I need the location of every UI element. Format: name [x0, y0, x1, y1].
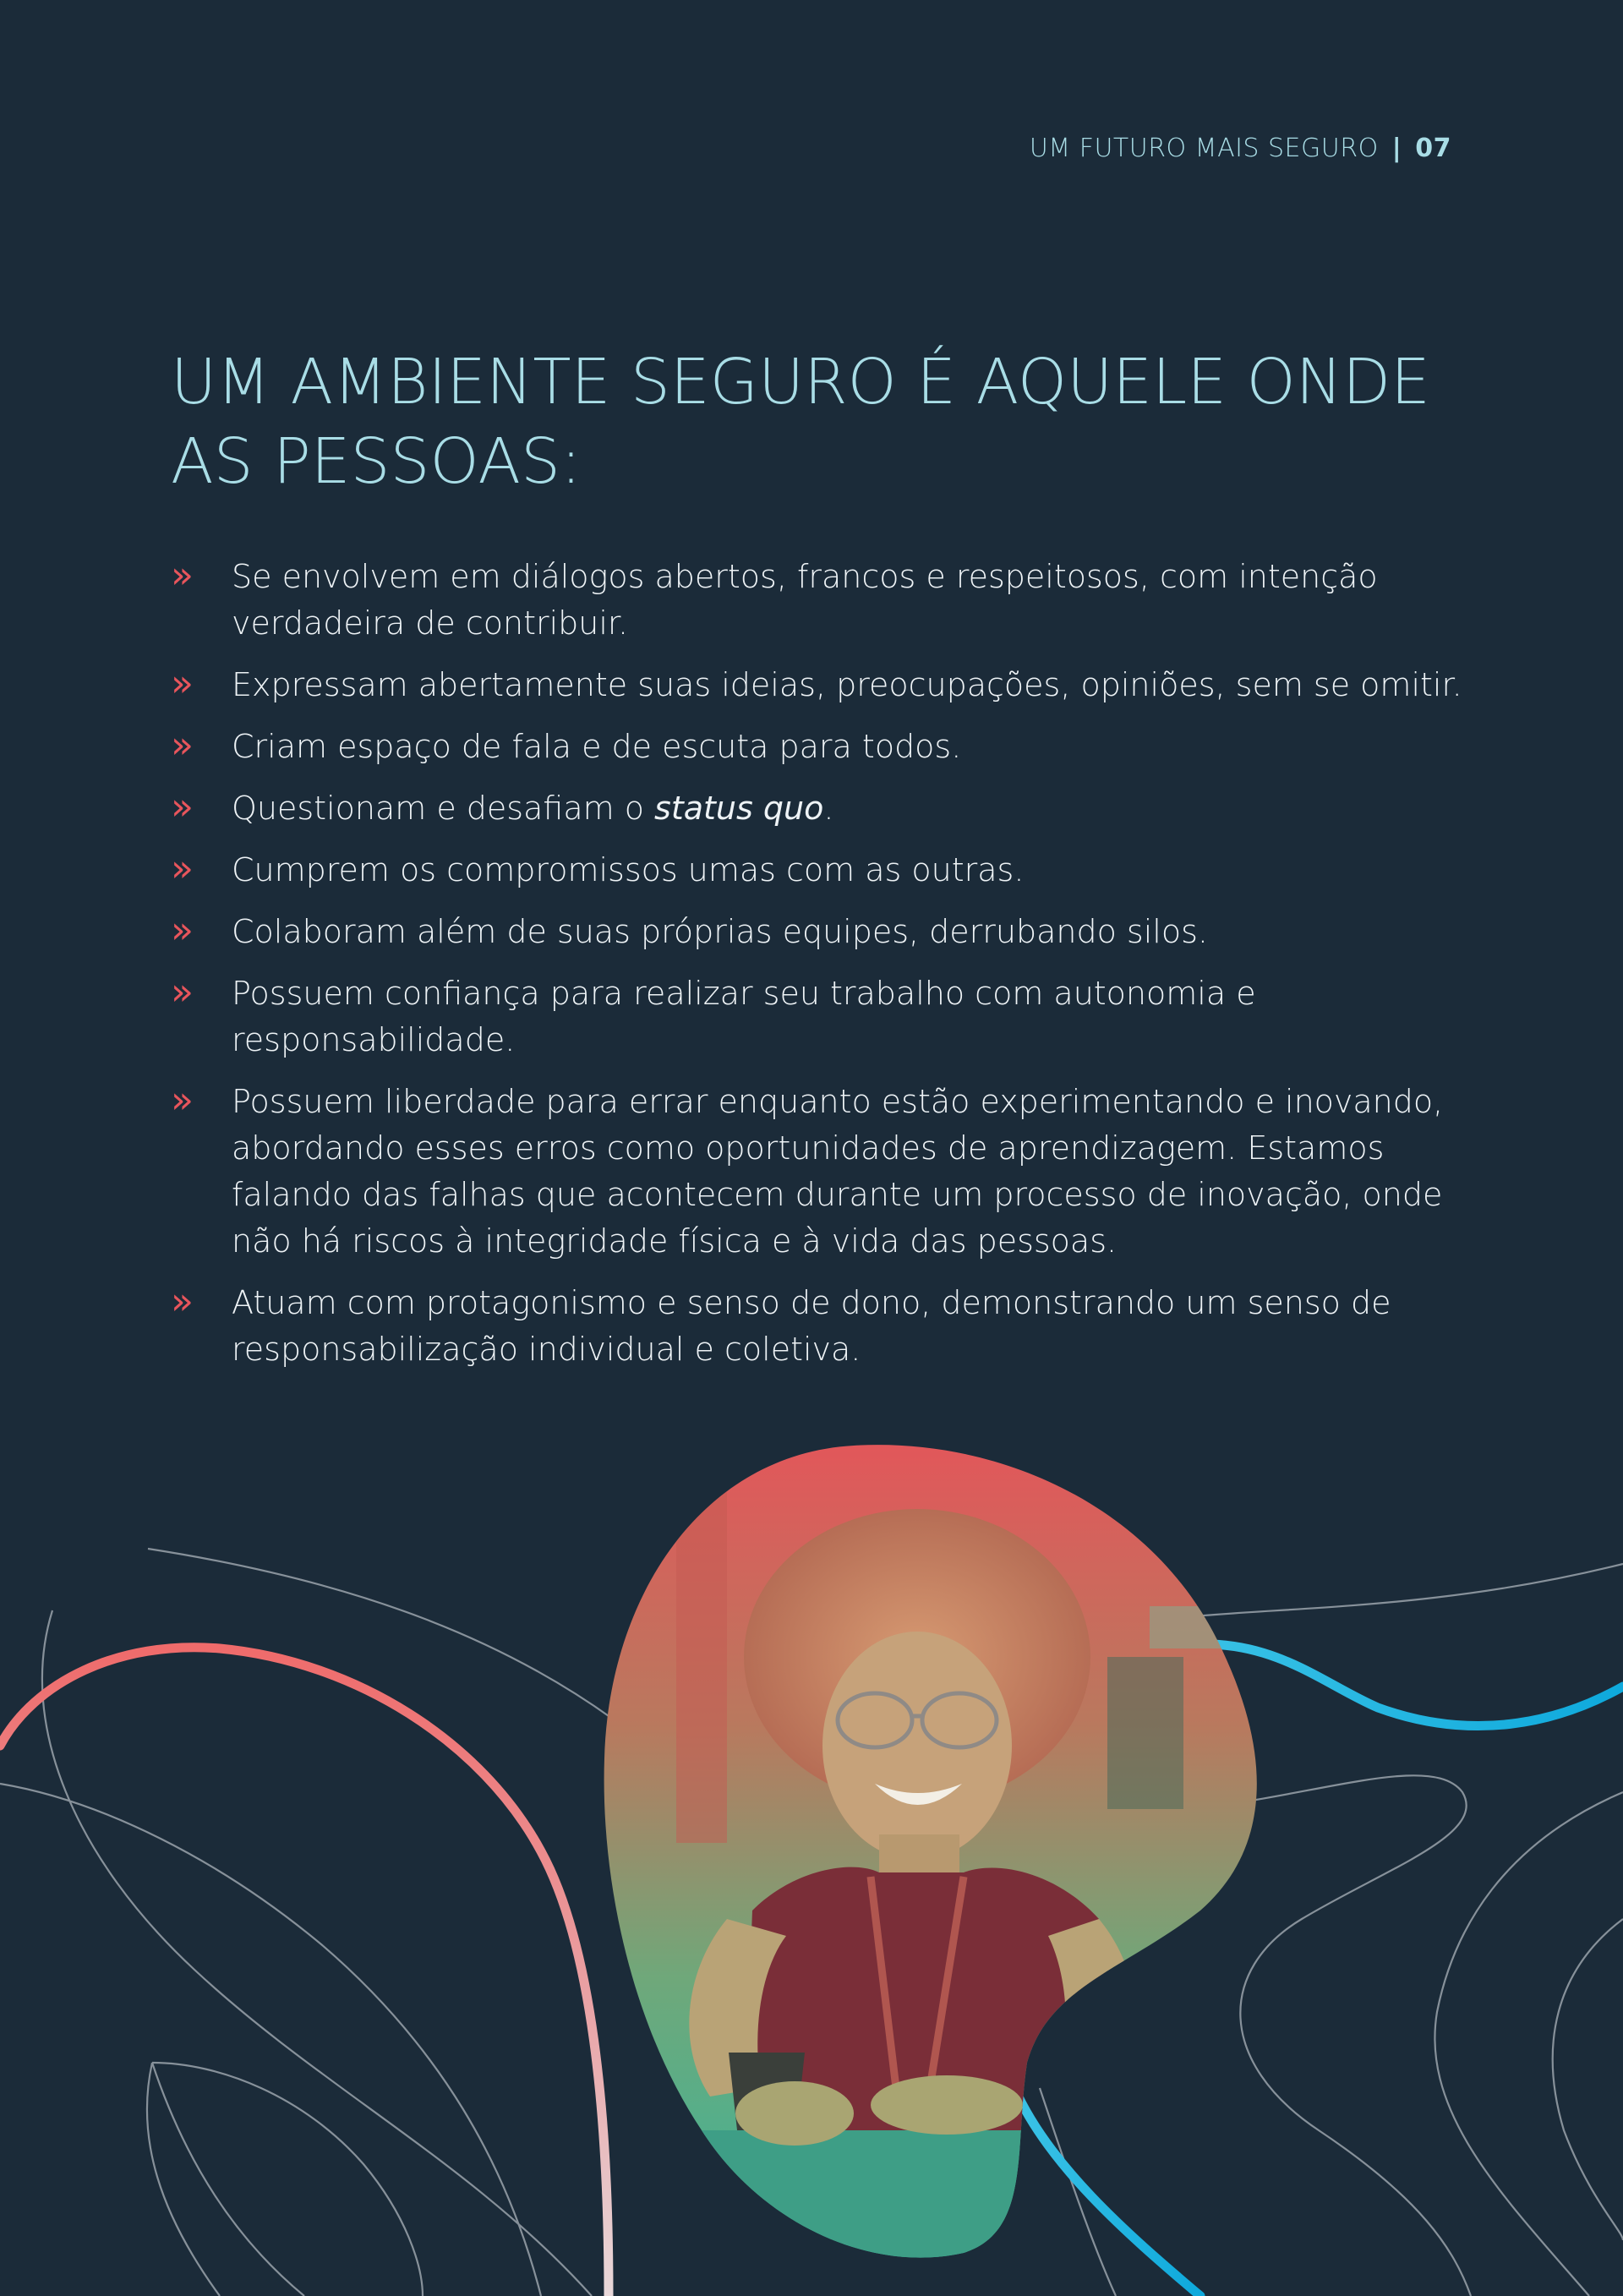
list-item-text: Possuem liberdade para errar enquanto estão experimentando e inovando, abordando esses erros como oportunidades de aprendizagem. Estamos falando das falhas que acontecem durante um processo de inovação, onde não há riscos à integridade física e à vida das pessoas. [232, 1083, 1444, 1260]
coral-wave-line [0, 1648, 609, 2296]
blue-wave-line-lower [1014, 2088, 1200, 2296]
list-item [171, 724, 1489, 770]
list-item-text: Possuem confiança para realizar seu trabalho com autonomia e responsabilidade. [232, 975, 1256, 1058]
list-item [171, 1079, 1489, 1265]
bullet-chevron-icon: » [171, 554, 194, 597]
list-item [171, 1280, 1489, 1373]
page-header [1030, 134, 1451, 163]
list-item-text: Expressam abertamente suas ideias, preocupações, opiniões, sem se omitir. [232, 666, 1462, 703]
bullet-chevron-icon: » [171, 662, 194, 705]
list-item [171, 554, 1489, 647]
page-number: 07 [1415, 134, 1451, 163]
bullet-chevron-icon: » [171, 909, 194, 952]
bullet-chevron-icon: » [171, 970, 194, 1014]
list-item-text: Atuam com protagonismo e senso de dono, demonstrando um senso de responsabilização individual e coletiva. [232, 1284, 1391, 1368]
list-item-text-end: . [823, 790, 834, 827]
bullet-chevron-icon: » [171, 724, 194, 767]
list-item-italic: status quo [654, 790, 824, 827]
bullet-list [171, 554, 1489, 1388]
list-item [171, 662, 1489, 708]
list-item-text: Se envolvem em diálogos abertos, francos e respeitosos, com intenção verdadeira de contribuir. [232, 558, 1378, 642]
list-item-text: Cumprem os compromissos umas com as outras. [232, 851, 1025, 888]
list-item [171, 847, 1489, 894]
portrait-photo [592, 1429, 1285, 2282]
list-item-text: Questionam e desafiam o [232, 790, 655, 827]
list-item [171, 909, 1489, 955]
bullet-chevron-icon: » [171, 847, 194, 890]
header-separator: | [1391, 134, 1402, 163]
list-item-text: Colaboram além de suas próprias equipes, derrubando silos. [232, 913, 1208, 950]
section-title: UM FUTURO MAIS SEGURO [1029, 134, 1379, 163]
bullet-chevron-icon: » [171, 1280, 194, 1323]
list-item-text: Criam espaço de fala e de escuta para todos. [232, 728, 962, 765]
list-item [171, 970, 1489, 1063]
list-item [171, 785, 1489, 832]
page-title: UM AMBIENTE SEGURO É AQUELE ONDE AS PESSOAS: [171, 346, 1430, 498]
bullet-chevron-icon: » [171, 1079, 194, 1122]
bullet-chevron-icon: » [171, 785, 194, 828]
